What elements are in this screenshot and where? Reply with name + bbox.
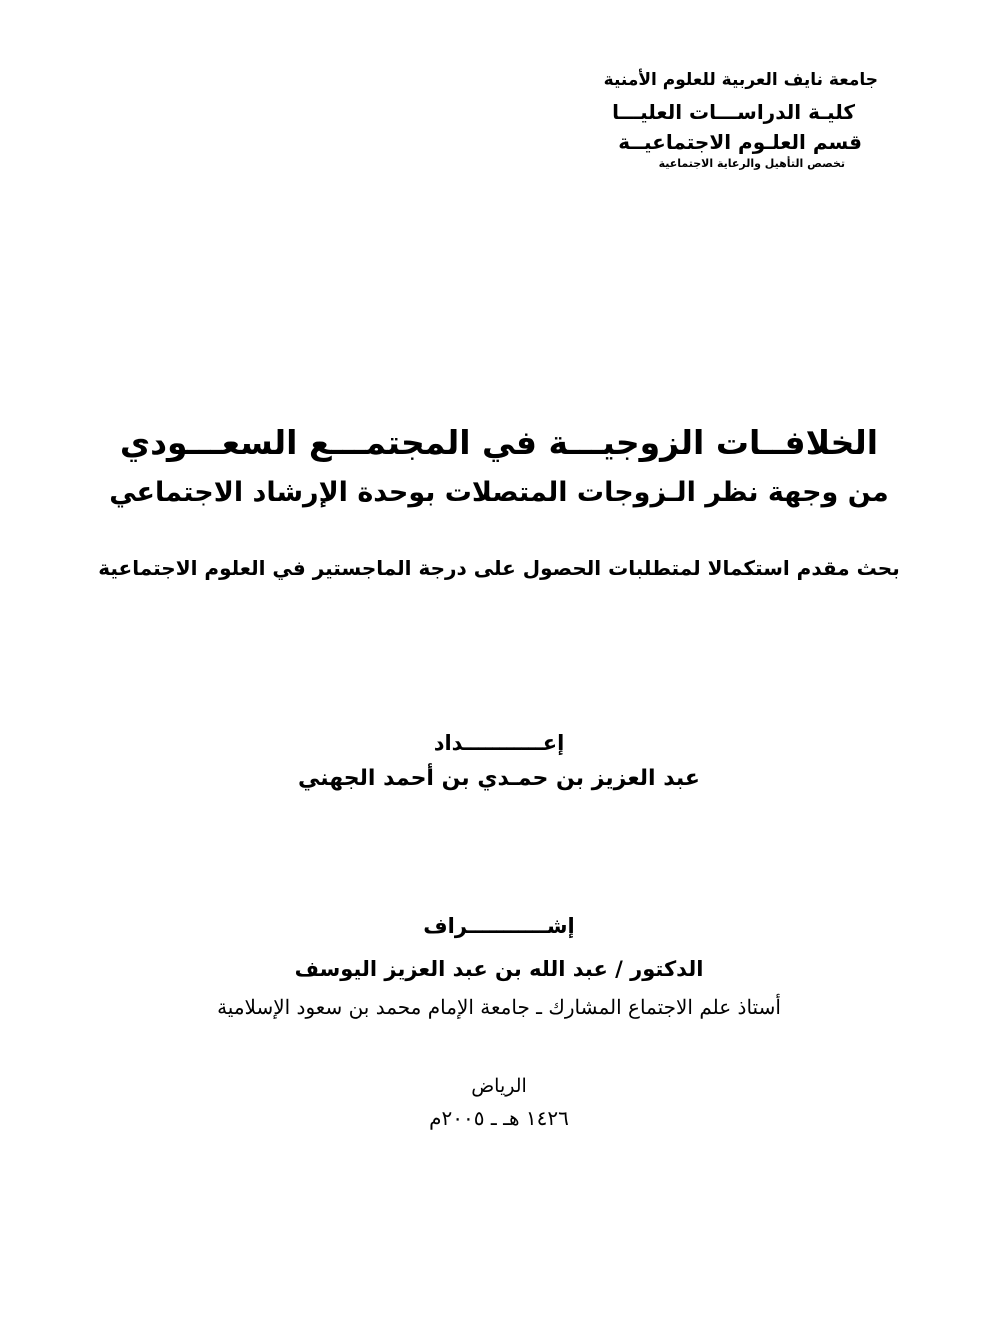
- university-name: جامعة نايف العربية للعلوم الأمنية: [603, 70, 878, 90]
- supervisor-affiliation: أستاذ علم الاجتماع المشارك ـ جامعة الإمام محمد بن سعود الإسلامية: [217, 995, 781, 1019]
- degree-statement: بحث مقدم استكمالا لمتطلبات الحصول على درجة الماجستير في العلوم الاجتماعية: [98, 556, 900, 580]
- publication-date: ١٤٢٦ هـ ـ ٢٠٠٥م: [429, 1106, 569, 1130]
- author-name: عبد العزيز بن حمـدي بن أحمد الجهني: [298, 766, 700, 791]
- thesis-title: الخلافــات الزوجيـــة في المجتمـــع السعـــودي: [119, 423, 879, 462]
- supervisor-name: الدكتور / عبد الله بن عبد العزيز اليوسف: [294, 957, 704, 981]
- department-name: قسم العلـوم الاجتماعيــة: [618, 130, 862, 154]
- preparation-label: إعـــــــــــداد: [433, 731, 565, 755]
- supervision-label: إشـــــــــــراف: [423, 914, 575, 938]
- thesis-subtitle: من وجهة نظر الـزوجات المتصلات بوحدة الإرشاد الاجتماعي: [109, 477, 889, 508]
- city-name: الرياض: [471, 1075, 527, 1097]
- college-name: كليـة الدراســـات العليـــا: [612, 100, 855, 124]
- specialization-name: تخصص التأهيل والرعاية الاجتماعية: [658, 157, 845, 170]
